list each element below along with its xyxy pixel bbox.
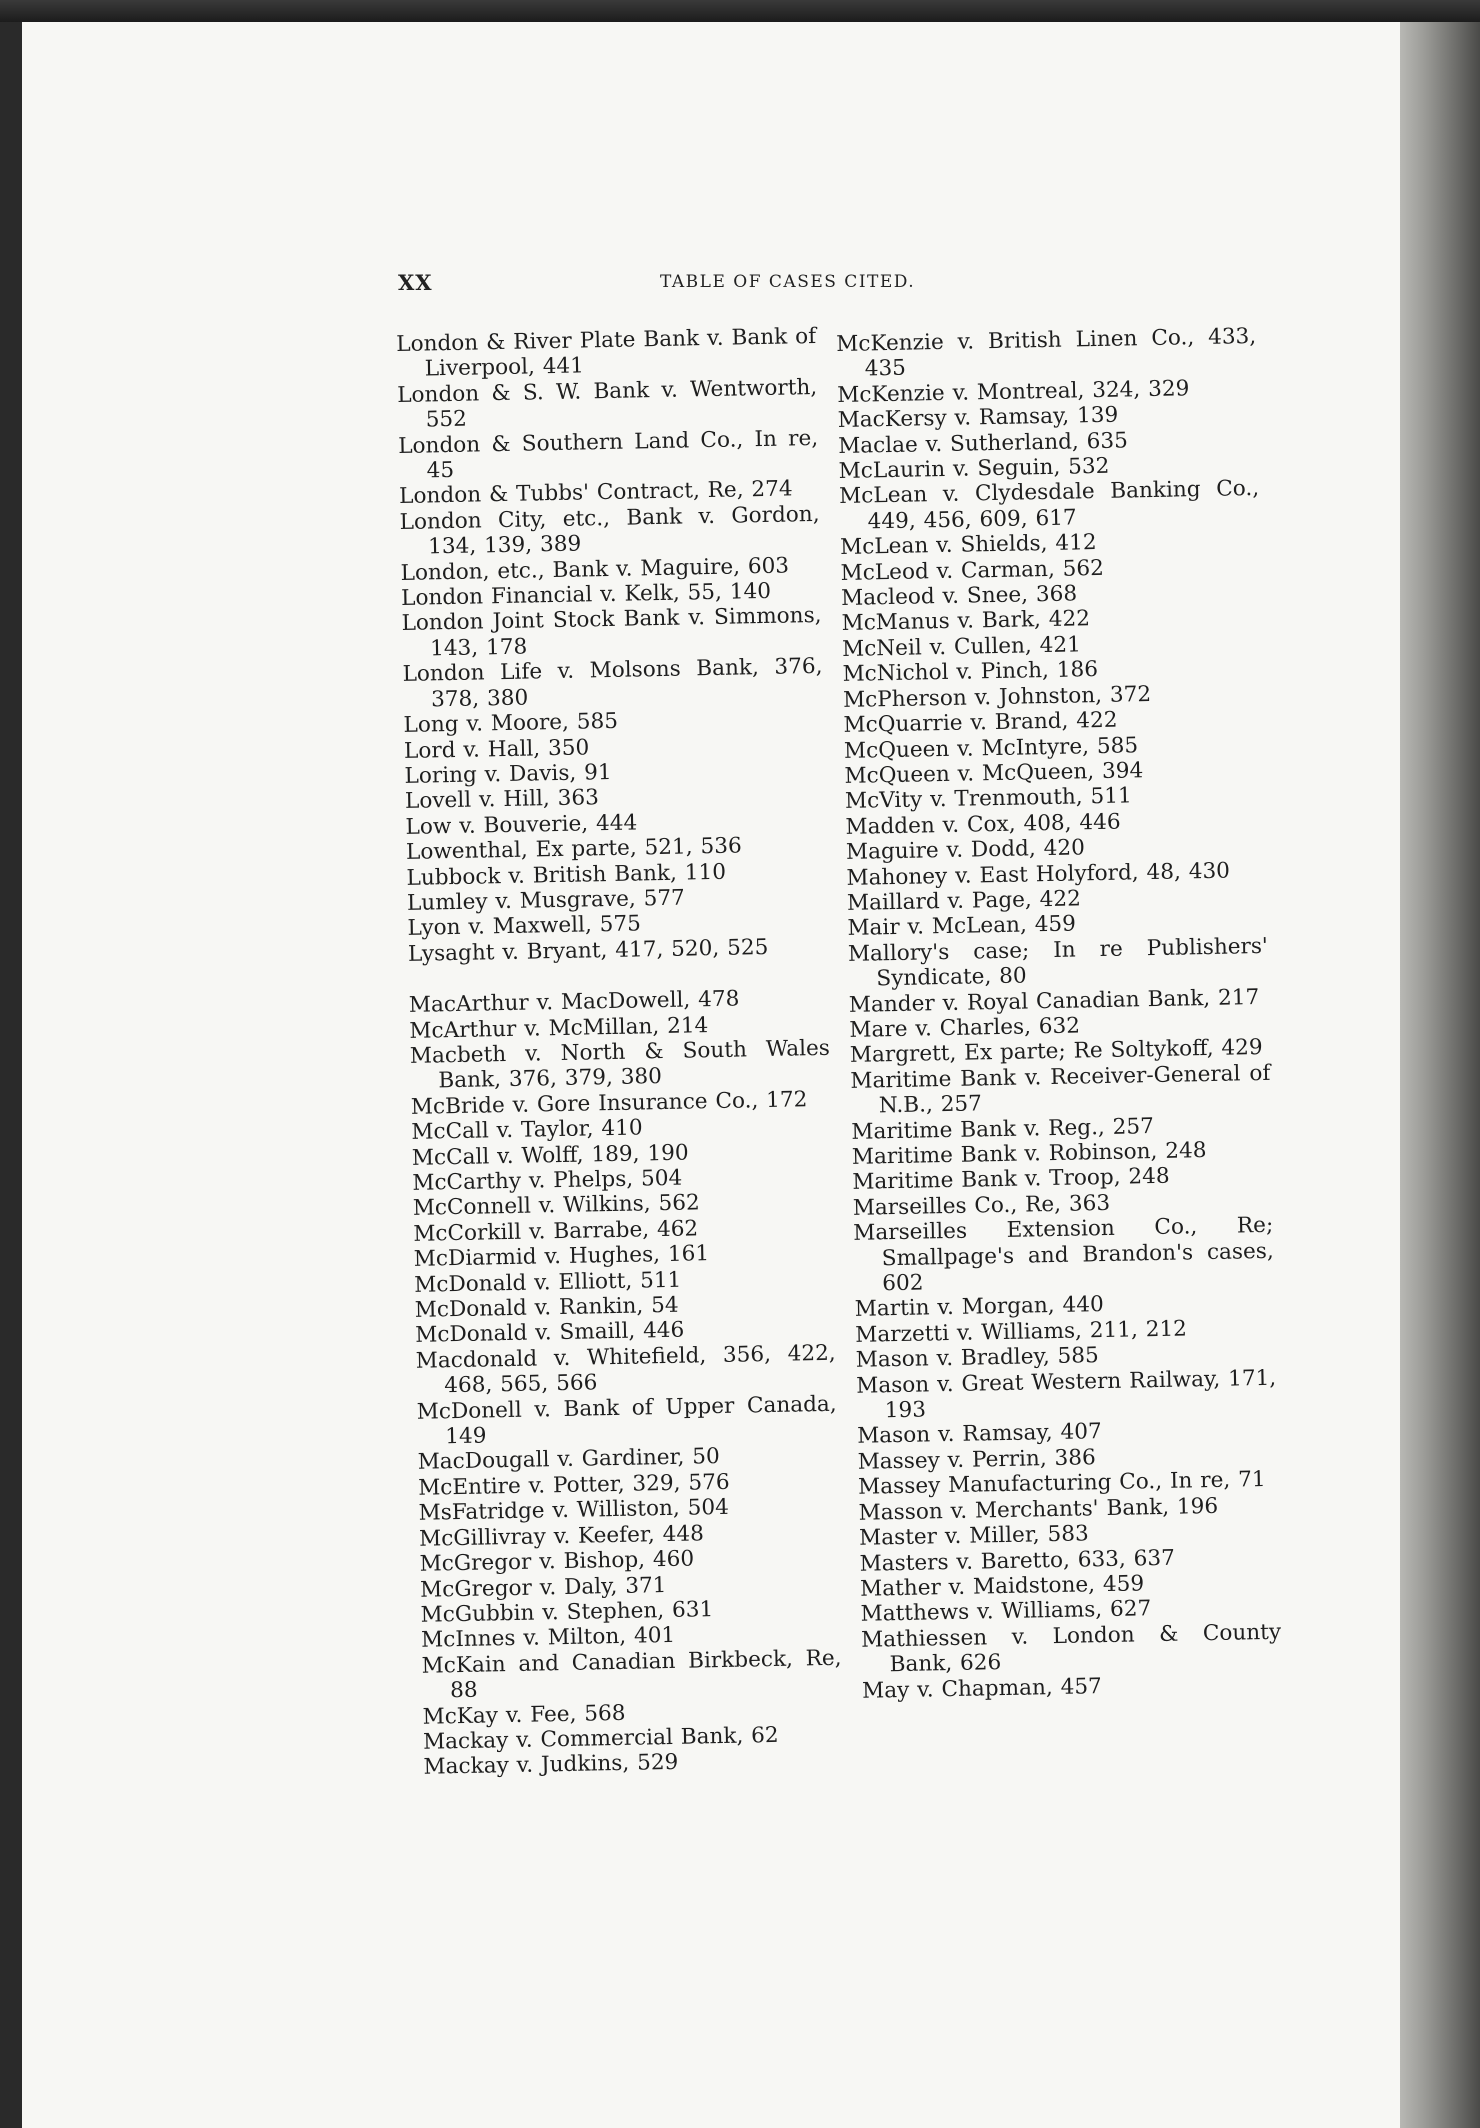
case-entry: Mackay v. Commercial Bank, 62	[422, 1722, 779, 1755]
case-entry: McBride v. Gore Insurance Co., 172	[410, 1087, 808, 1120]
case-entry: McQuarrie v. Brand, 422	[843, 707, 1118, 739]
case-entry: Lovell v. Hill, 363	[404, 785, 600, 815]
case-entry: McGregor v. Daly, 371	[419, 1572, 667, 1603]
case-entry: MacDougall v. Gardiner, 50	[417, 1444, 720, 1476]
case-entry: London & River Plate Bank v. Bank of Liverpool, 441	[396, 323, 817, 382]
case-entry: Mason v. Bradley, 585	[855, 1343, 1100, 1374]
case-entry: MacKersy v. Ramsay, 139	[837, 402, 1119, 434]
case-entry: McEntire v. Potter, 329, 576	[417, 1469, 730, 1501]
case-entry: London & S. W. Bank v. Wentworth, 552	[396, 374, 818, 433]
case-entry: Marzetti v. Williams, 211, 212	[855, 1316, 1188, 1348]
case-entry: Maguire v. Dodd, 420	[845, 835, 1086, 866]
case-entry: Margrett, Ex parte; Re Soltykoff, 429	[849, 1035, 1263, 1069]
case-entry: McQueen v. McQueen, 394	[844, 758, 1144, 789]
case-entry: Mair v. McLean, 459	[847, 911, 1077, 942]
case-entry: McQueen v. McIntyre, 585	[843, 732, 1139, 764]
case-entry: London City, etc., Bank v. Gordon, 134, 139, 389	[399, 501, 820, 560]
case-entry: McCall v. Taylor, 410	[411, 1115, 643, 1146]
case-entry: Mather v. Maidstone, 459	[859, 1571, 1145, 1602]
case-entry: Lumley v. Musgrave, 577	[406, 885, 686, 916]
case-entry: London Life v. Molsons Bank, 376, 378, 380	[402, 654, 823, 713]
case-entry: Low v. Bouverie, 444	[405, 810, 638, 840]
case-entry: McGregor v. Bishop, 460	[419, 1546, 695, 1577]
case-entry: Masson v. Merchants' Bank, 196	[858, 1493, 1219, 1526]
right-column	[836, 324, 1282, 1704]
case-entry: London Joint Stock Bank v. Simmons, 143, 178	[401, 603, 822, 662]
page-header	[398, 270, 958, 302]
case-entry: Macleod v. Snee, 368	[840, 581, 1078, 612]
case-entry: MacArthur v. MacDowell, 478	[408, 986, 740, 1019]
case-entry: Maritime Bank v. Robinson, 248	[851, 1138, 1207, 1170]
case-entry: Loring v. Davis, 91	[404, 759, 612, 789]
left-column	[396, 324, 844, 1781]
case-entry: Marseilles Extension Co., Re; Smallpage's and Brandon's cases, 602	[853, 1212, 1274, 1297]
case-entry: McVity v. Trenmouth, 511	[844, 783, 1132, 815]
case-entry: Mallory's case; In re Publishers' Syndicate, 80	[847, 933, 1269, 992]
case-entry: McKenzie v. British Linen Co., 433, 435	[836, 323, 1257, 382]
case-entry: Maclae v. Sutherland, 635	[837, 428, 1129, 459]
case-entry: McConnell v. Wilkins, 562	[412, 1190, 700, 1222]
case-entry: McKenzie v. Montreal, 324, 329	[836, 376, 1190, 408]
case-entry: McNeil v. Cullen, 421	[841, 632, 1082, 662]
case-entry: Marseilles Co., Re, 363	[852, 1190, 1111, 1221]
case-entry: Mander v. Royal Canadian Bank, 217	[848, 984, 1260, 1018]
case-entry: Mackay v. Judkins, 529	[423, 1750, 679, 1781]
case-entry: London & Southern Land Co., In re, 45	[397, 425, 819, 484]
case-entry: McGubbin v. Stephen, 631	[420, 1597, 714, 1628]
case-entry: Mason v. Great Western Railway, 171, 193	[855, 1365, 1277, 1424]
case-entry: McDiarmid v. Hughes, 161	[413, 1241, 710, 1273]
case-entry: Macbeth v. North & South Wales Bank, 376, 379, 380	[409, 1035, 831, 1094]
case-entry: London, etc., Bank v. Maguire, 603	[400, 553, 790, 586]
case-entry: McDonald v. Smaill, 446	[415, 1318, 685, 1349]
case-entry: Martin v. Morgan, 440	[854, 1292, 1104, 1323]
case-entry: Lysaght v. Bryant, 417, 520, 525	[407, 934, 769, 967]
case-entry: Master v. Miller, 583	[858, 1521, 1089, 1551]
case-entry: Maritime Bank v. Troop, 248	[852, 1164, 1170, 1196]
case-entry: McKain and Canadian Birkbeck, Re, 88	[421, 1645, 842, 1704]
case-entry: Massey Manufacturing Co., In re, 71	[857, 1467, 1266, 1501]
case-entry: Maritime Bank v. Reg., 257	[851, 1113, 1155, 1145]
case-entry: McDonald v. Rankin, 54	[414, 1292, 679, 1323]
case-entry: Lord v. Hall, 350	[403, 734, 590, 764]
case-entry: McGillivray v. Keefer, 448	[418, 1521, 705, 1552]
case-entry: McLeod v. Carman, 562	[840, 555, 1105, 586]
case-entry: McLean v. Shields, 412	[839, 530, 1097, 561]
case-entry: Mason v. Ramsay, 407	[856, 1419, 1102, 1450]
case-entry: Maritime Bank v. Receiver-General of N.B., 257	[850, 1060, 1271, 1119]
scan-top-border	[0, 0, 1480, 22]
page-number: XX	[398, 270, 433, 295]
case-entry: London Financial v. Kelk, 55, 140	[400, 578, 772, 612]
case-entry: McArthur v. McMillan, 214	[409, 1012, 709, 1044]
case-entry: Lyon v. Maxwell, 575	[407, 911, 642, 942]
case-entry: Masters v. Baretto, 633, 637	[859, 1545, 1176, 1577]
case-entry: McLean v. Clydesdale Banking Co., 449, 456, 609, 617	[838, 476, 1260, 535]
case-entry: Long v. Moore, 585	[403, 708, 619, 739]
case-entry: McPherson v. Johnston, 372	[842, 681, 1152, 713]
case-entry: McManus v. Bark, 422	[841, 606, 1091, 637]
case-entry: Mare v. Charles, 632	[849, 1013, 1081, 1043]
case-entry: McKay v. Fee, 568	[422, 1700, 626, 1730]
case-entry: Massey v. Perrin, 386	[857, 1445, 1097, 1475]
case-entry: McDonell v. Bank of Upper Canada, 149	[416, 1391, 837, 1450]
case-entry: May v. Chapman, 457	[861, 1673, 1103, 1704]
case-entry: MsFatridge v. Williston, 504	[418, 1495, 730, 1527]
case-entry: Madden v. Cox, 408, 446	[845, 809, 1121, 840]
case-entry: Mahoney v. East Holyford, 48, 430	[846, 858, 1231, 891]
page-edge-shadow	[1400, 22, 1480, 2128]
case-entry: London & Tubbs' Contract, Re, 274	[398, 476, 793, 510]
case-entry: McDonald v. Elliott, 511	[414, 1267, 682, 1298]
case-entry: McInnes v. Milton, 401	[420, 1623, 676, 1654]
case-entry: McNichol v. Pinch, 186	[842, 657, 1099, 688]
case-entry: McCall v. Wolff, 189, 190	[411, 1140, 689, 1171]
case-entry: Mathiessen v. London & County Bank, 626	[860, 1619, 1282, 1678]
case-entry: McCarthy v. Phelps, 504	[412, 1165, 683, 1196]
case-entry: McCorkill v. Barrabe, 462	[413, 1216, 699, 1247]
running-title: TABLE OF CASES CITED.	[660, 272, 916, 292]
case-entry: Macdonald v. Whitefield, 356, 422, 468, 565, 566	[415, 1340, 836, 1399]
case-entry: Lowenthal, Ex parte, 521, 536	[405, 833, 742, 866]
case-entry: McLaurin v. Seguin, 532	[838, 453, 1110, 485]
case-entry: Matthews v. Williams, 627	[860, 1596, 1152, 1628]
case-entry: Maillard v. Page, 422	[846, 886, 1082, 916]
case-entry: Lubbock v. British Bank, 110	[406, 859, 727, 891]
